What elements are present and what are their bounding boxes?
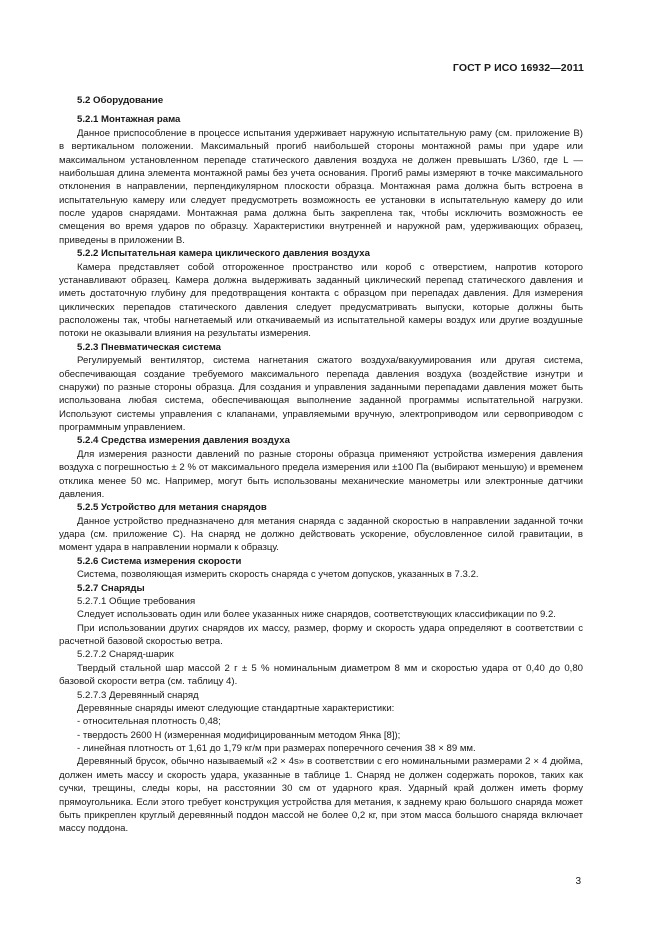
list-item: - линейная плотность от 1,61 до 1,79 кг/м при размерах поперечного сечения 38 × 89 мм. <box>77 743 476 754</box>
clause-heading: 5.2.7.3 Деревянный снаряд <box>77 689 199 701</box>
paragraph: Регулируемый вентилятор, система нагнетания сжатого воздуха/вакуумирования или другая система, обеспечивающая создание требуемого максимального перепада давления воздуха (воздействие изнутри и снаружи) по разные стороны образца. Для создания и управления заданными перепадами давления может быть использована любая система, обеспечивающая выполнение заданной программы испытательной нагрузки. Используют системы управления с клапанами, управляемыми вручную, электроприводом или сервоприводом с программным управлением. <box>59 355 583 433</box>
paragraph: Деревянный брусок, обычно называемый «2 × 4s» в соответствии с его номинальными размерами 2 × 4 дюйма, должен иметь массу и скорость удара, указанные в таблице 1. Снаряд не должен содержать пороков, таких как сучки, трещины, следы коры, на расстоянии 30 см от ударного края. Ударный край должен иметь форму прямоугольника. Если этого требует конструкция устройства для метания, к заднему краю большого снаряда может быть прикреплен круглый деревянный поддон массой не более 0,2 кг, при этом масса большого снаряда включает массу поддона. <box>59 756 583 835</box>
page-number: 3 <box>575 876 581 887</box>
document-body <box>59 94 583 836</box>
paragraph: При использовании других снарядов их массу, размер, форму и скорость удара определяют в соответствии с расчетной базовой скоростью ветра. <box>59 622 583 647</box>
subsection-heading: 5.2.6 Система измерения скорости <box>77 555 242 567</box>
document-header: ГОСТ Р ИСО 16932—2011 <box>452 62 584 74</box>
clause-heading: 5.2.7.2 Снаряд-шарик <box>77 649 174 661</box>
paragraph: Данное устройство предназначено для метания снаряда с заданной скоростью в направлении заданной точки удара (см. приложение С). На снаряд не должно действовать ускорение, обусловленное силой гравитации, в момент удара в направлении нормали к образцу. <box>59 515 583 554</box>
paragraph: Твердый стальной шар массой 2 г ± 5 % номинальным диаметром 8 мм и скоростью удара от 0,40 до 0,80 базовой скорости ветра (см. таблицу 4). <box>59 662 583 688</box>
paragraph: Деревянные снаряды имеют следующие стандартные характеристики: <box>77 702 395 714</box>
subsection-heading: 5.2.3 Пневматическая система <box>77 341 221 353</box>
paragraph: Камера представляет собой отгороженное пространство или короб с отверстием, напротив которого устанавливают образец. Камера должна выдерживать заданный циклический перепад статического давления и иметь достаточную глубину для предотвращения контакта с образцом при перепадах давления. Для измерения циклических перепадов статического давления следует предусматривать выпуски, которые должны быть расположены так, чтобы нагнетаемый или откачиваемый из испытательной камеры воздух или другие воздушные потоки не оказывали влияния на результаты измерения. <box>59 261 583 340</box>
clause-heading: 5.2.7.1 Общие требования <box>77 595 196 607</box>
section-heading: 5.2 Оборудование <box>77 95 164 106</box>
subsection-heading: 5.2.1 Монтажная рама <box>77 114 181 126</box>
subsection-heading: 5.2.5 Устройство для метания снарядов <box>77 502 267 514</box>
subsection-heading: 5.2.4 Средства измерения давления воздуха <box>77 435 290 447</box>
paragraph: Следует использовать один или более указанных ниже снарядов, соответствующих классификации по 9.2. <box>77 609 556 621</box>
paragraph: Для измерения разности давлений по разные стороны образца применяют устройства измерения давления воздуха с погрешностью ± 2 % от максимального предела измерения или ±100 Па (выбирают меньшую) и временем отклика менее 50 мс. Например, могут быть использованы механические манометры или электронные датчики давления. <box>59 448 583 500</box>
subsection-heading: 5.2.2 Испытательная камера циклического давления воздуха <box>77 248 370 260</box>
subsection-heading: 5.2.7 Снаряды <box>77 582 145 594</box>
paragraph: Система, позволяющая измерить скорость снаряда с учетом допусков, указанных в 7.3.2. <box>77 569 479 581</box>
paragraph: Данное приспособление в процессе испытания удерживает наружную испытательную раму (см. приложение В) в вертикальном положении. Максимальный прогиб наибольшей стороны монтажной рамы при ударе или максимальном установленном перепаде статического давления воздуха не должен превышать L/360, где L — наибольшая длина элемента монтажной рамы без учета основания. Прогиб рамы измеряют в точке максимального отклонения в направлении, перпендикулярном плоскости образца. Монтажная рама должна быть встроена в испытательную камеру или следует предусмотреть возможность ее установки в испытательную камеру до или после ударов снарядами. Монтажная рама должна быть закреплена так, чтобы исключить возможность ее смещения во время ударов по образцу. Характеристики внутренней и наружной рам, удерживающих образец, приведены в приложении В. <box>59 127 583 246</box>
list-item: - относительная плотность 0,48; <box>77 716 221 728</box>
list-item: - твердость 2600 Н (измеренная модифицированным методом Янка [8]); <box>77 729 401 741</box>
